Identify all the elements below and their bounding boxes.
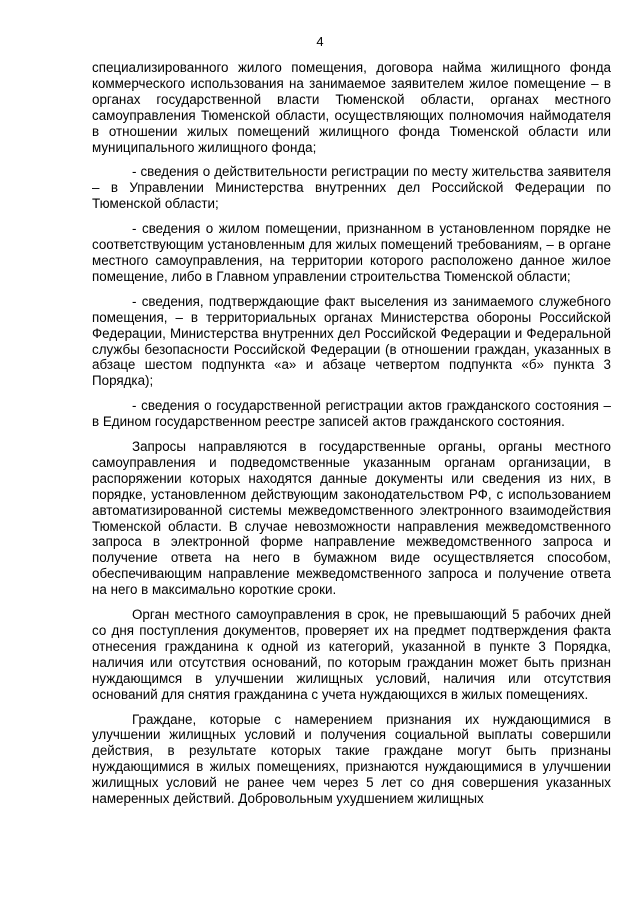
paragraph-local-authority-check: Орган местного самоуправления в срок, не превышающий 5 рабочих дней со дня поступления документов, проверяет их на предмет подтверждения факта отнесения гражданина к одной из категорий, указанной в пункте 3 Порядка, наличия или отсутствия оснований, по которым гражданин может быть признан нуждающимся в улучшении жилищных условий, наличия или отсутствия оснований для снятия гражданина с учета нуждающихся в жилых помещениях. (92, 607, 611, 702)
paragraph-continuation: специализированного жилого помещения, договора найма жилищного фонда коммерческого использования на занимаемое заявителем жилое помещение – в органах государственной власти Тюменской области, органах местного самоуправления Тюменской области, осуществляющих полномочия наймодателя в отношении жилых помещений жилищного фонда Тюменской области или муниципального жилищного фонда; (92, 60, 611, 155)
paragraph-requests: Запросы направляются в государственные органы, органы местного самоуправления и подведомственные указанным органам организации, в распоряжении которых находятся данные документы или сведения из них, в порядке, установленном действующим законодательством РФ, с использованием автоматизированной системы межведомственного электронного взаимодействия Тюменской области. В случае невозможности направления межведомственного запроса в электронной форме направление межведомственного запроса и получение ответа на него в бумажном виде осуществляется способом, обеспечивающим направление межведомственного запроса и получение ответа на него в максимально короткие сроки. (92, 439, 611, 598)
list-item-civil-registry: - сведения о государственной регистрации актов гражданского состояния – в Едином государственном реестре записей актов гражданского состояния. (92, 398, 611, 430)
page-number: 4 (316, 34, 324, 49)
document-body (92, 60, 611, 807)
list-item-registration: - сведения о действительности регистрации по месту жительства заявителя – в Управлении Министерства внутренних дел Российской Федерации по Тюменской области; (92, 164, 611, 212)
list-item-eviction: - сведения, подтверждающие факт выселения из занимаемого служебного помещения, – в территориальных органах Министерства обороны Российской Федерации, Министерства внутренних дел Российской Федерации и Федеральной службы безопасности Российской Федерации (в отношении граждан, указанных в абзаце шестом подпункта «а» и абзаце четвертом подпункта «б» пункта 3 Порядка); (92, 293, 611, 389)
paragraph-intentional-actions: Граждане, которые с намерением признания их нуждающимися в улучшении жилищных условий и получения социальной выплаты совершили действия, в результате которых такие граждане могут быть признаны нуждающимися в жилых помещениях, признаются нуждающимися в улучшении жилищных условий не ранее чем через 5 лет со дня совершения указанных намеренных действий. Добровольным ухудшением жилищных (92, 711, 611, 807)
list-item-housing-unfit: - сведения о жилом помещении, признанном в установленном порядке не соответствующим установленным для жилых помещений требованиям, – в органе местного самоуправления, на территории которого расположено данное жилое помещение, либо в Главном управлении строительства Тюменской области; (92, 221, 611, 284)
